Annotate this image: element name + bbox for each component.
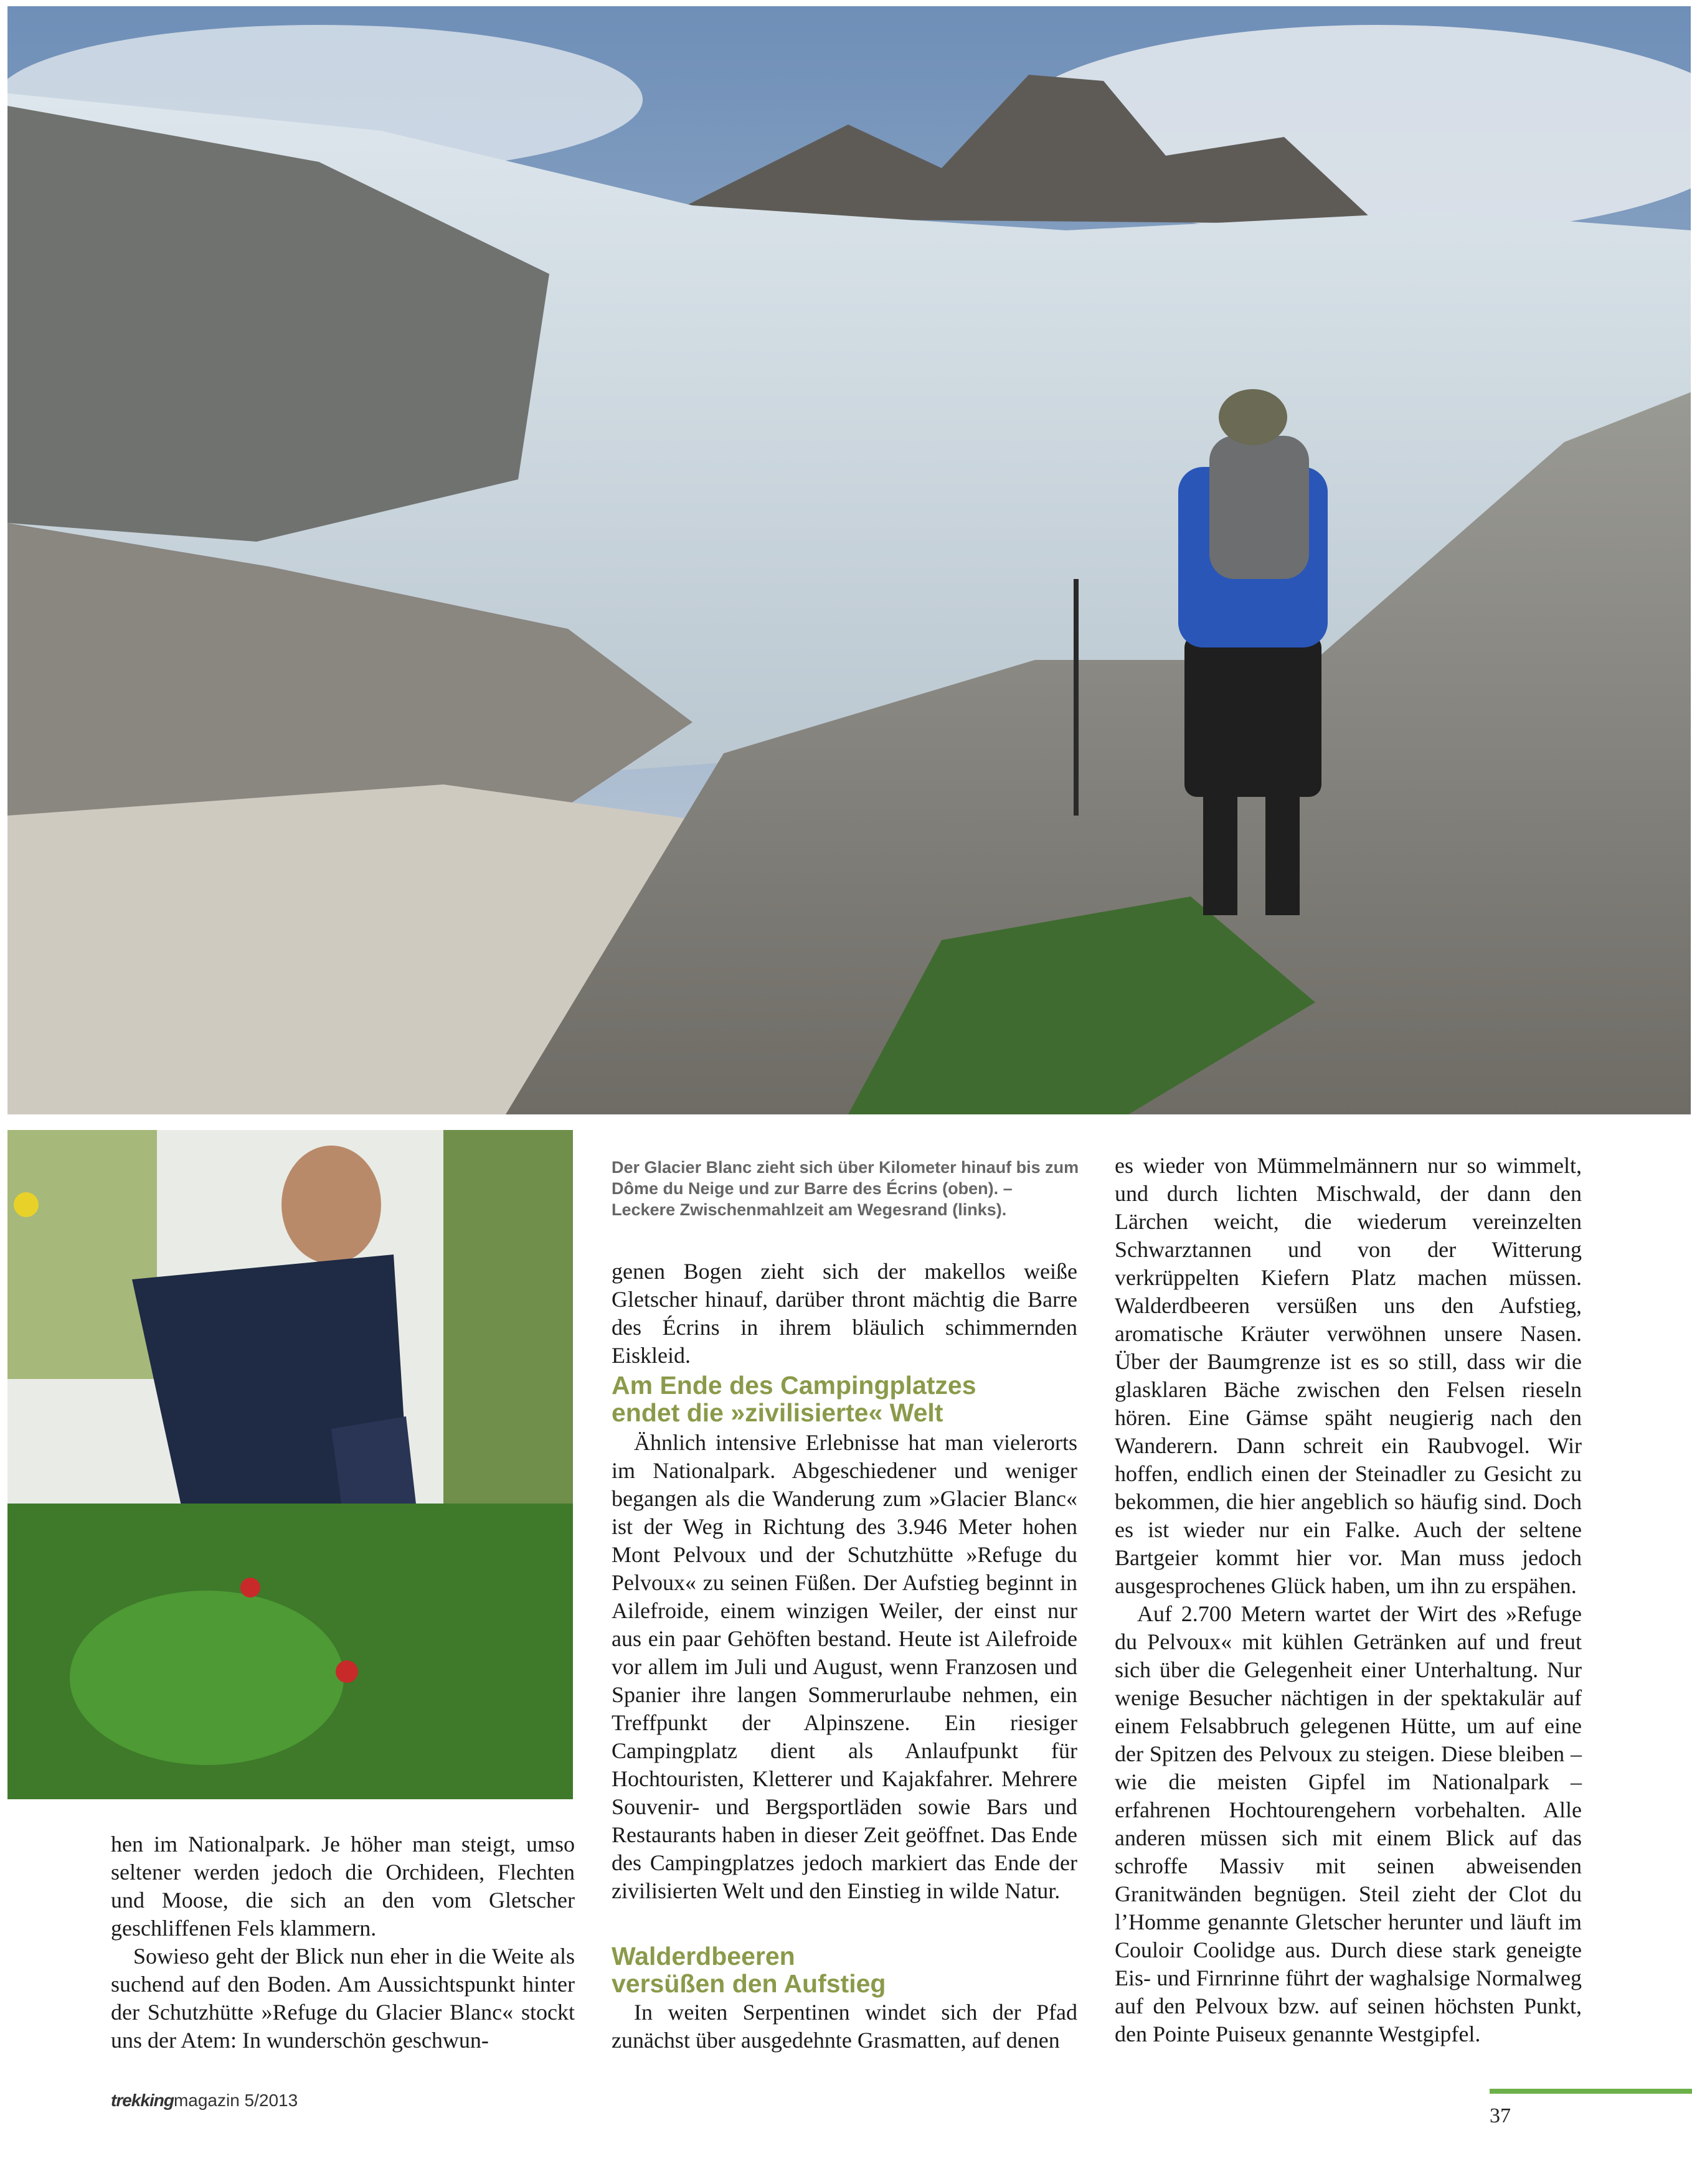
magazine-footer [111,2091,298,2111]
paragraph: In weiten Serpentinen windet sich der Pfad zunächst über ausgedehnte Grasmatten, auf denen [612,2000,1077,2053]
paragraph: Ähnlich intensive Erlebnisse hat man vielerorts im Nationalpark. Abgeschiedener und weniger begangen als die Wanderung zum »Glacier Blanc« ist der Weg in Richtung des 3.946 Meter hohen Mont Pelvoux und der Schutzhütte »Refuge du Pelvoux« zu seinen Füßen. Der Aufstieg beginnt in Ailefroide, einem winzigen Weiler, der einst nur aus ein paar Gehöften bestand. Heute ist Ailefroide vor allem im Juli und August, wenn Franzosen und Spanier ihre langen Sommerurlaube nehmen, ein Treffpunkt der Alpinszene. Ein riesiger Campingplatz dient als Anlaufpunkt für Hochtouristen, Kletterer und Kajakfahrer. Mehrere Souvenir- und Bergsportläden sowie Bars und Restaurants haben in dieser Zeit geöffnet. Das Ende des Campingplatzes jedoch markiert das Ende der zivilisierten Welt und den Einstieg in wilde Natur. [612,1430,1077,1903]
subheading-strawberries [612,1942,1085,1997]
text-column-2b [612,1429,1077,1905]
subheading-camping [612,1372,1085,1426]
text-column-1 [111,1830,575,2055]
hero-photo [7,6,1691,1114]
page-number: 37 [1490,2104,1511,2127]
text-column-2c [612,1998,1077,2055]
inset-photo [7,1130,573,1799]
paragraph: Auf 2.700 Metern wartet der Wirt des »Refuge du Pelvoux« mit kühlen Getränken auf und freut sich über die Gelegenheit einer Unterhaltung. Nur wenige Besucher nächtigen in der spektakulär auf einem Felsabbruch gelegenen Hütte, um auf eine der Spitzen des Pelvoux zu steigen. Diese bleiben – wie die meisten Gipfel im Nationalpark – erfahrenen Hochtourengehern vorbehalten. Alle anderen müssen sich mit einem Blick auf das schroffe Massiv mit seinen abweisenden Granitwänden begnügen. Steil zieht der Clot du l’Homme genannte Gletscher herunter und läuft im Couloir Coolidge aus. Durch diese stark geneigte Eis- und Firnrinne führt der waghalsige Normalweg auf den Pelvoux bzw. auf seinen höchsten Punkt, den Pointe Puiseux genannte Westgipfel. [1115,1601,1582,2046]
paragraph: Sowieso geht der Blick nun eher in die Weite als suchend auf den Boden. Am Aussichtspunkt hinter der Schutzhütte »Refuge du Glacier Blanc« stockt uns der Atem: In wunderschön geschwun- [111,1944,575,2053]
subheading-line: Walderdbeeren [612,1942,795,1970]
subheading-line: Am Ende des Campingplatzes [612,1371,976,1400]
photo-caption: Der Glacier Blanc zieht sich über Kilometer hinauf bis zum Dôme du Neige und zur Barre des Écrins (oben). – Leckere Zwischenmahlzeit am Wegesrand (links). [612,1158,1079,1219]
page-rule [1490,2089,1692,2094]
subheading-line: versüßen den Aufstieg [612,1969,886,1998]
paragraph: genen Bogen zieht sich der makellos weiße Gletscher hinauf, darüber thront mächtig die Barre des Écrins in ihrem bläulich schimmernden Eiskleid. [612,1259,1077,1368]
text-column-2 [612,1258,1077,1370]
paragraph: hen im Nationalpark. Je höher man steigt, umso seltener werden jedoch die Orchideen, Flechten und Moose, die sich an den vom Gletscher geschliffenen Fels klammern. [111,1832,575,1941]
magazine-issue: magazin 5/2013 [173,2091,298,2110]
paragraph: es wieder von Mümmelmännern nur so wimmelt, und durch lichten Mischwald, der dann den Lärchen weicht, die wiederum vereinzelten Schwarztannen und von der Witterung verkrüppelten Kiefern Platz machen müssen. Walderdbeeren versüßen uns den Aufstieg, aromatische Kräuter verwöhnen unsere Nasen. Über der Baumgrenze ist es so still, dass wir die glasklaren Bäche zwischen den Felsen rieseln hören. Eine Gämse späht neugierig nach den Wanderern. Dann schreit ein Raubvogel. Wir hoffen, endlich einen der Steinadler zu Gesicht zu bekommen, die hier angeblich so häufig sind. Doch es ist wieder nur ein Falke. Auch der seltene Bartgeier kommt hier vor. Man muss jedoch ausgesprochenes Glück haben, um ihn zu erspähen. [1115,1153,1582,1598]
subheading-line: endet die »zivilisierte« Welt [612,1398,943,1427]
text-column-3 [1115,1152,1582,2048]
magazine-brand: trekking [111,2091,174,2110]
